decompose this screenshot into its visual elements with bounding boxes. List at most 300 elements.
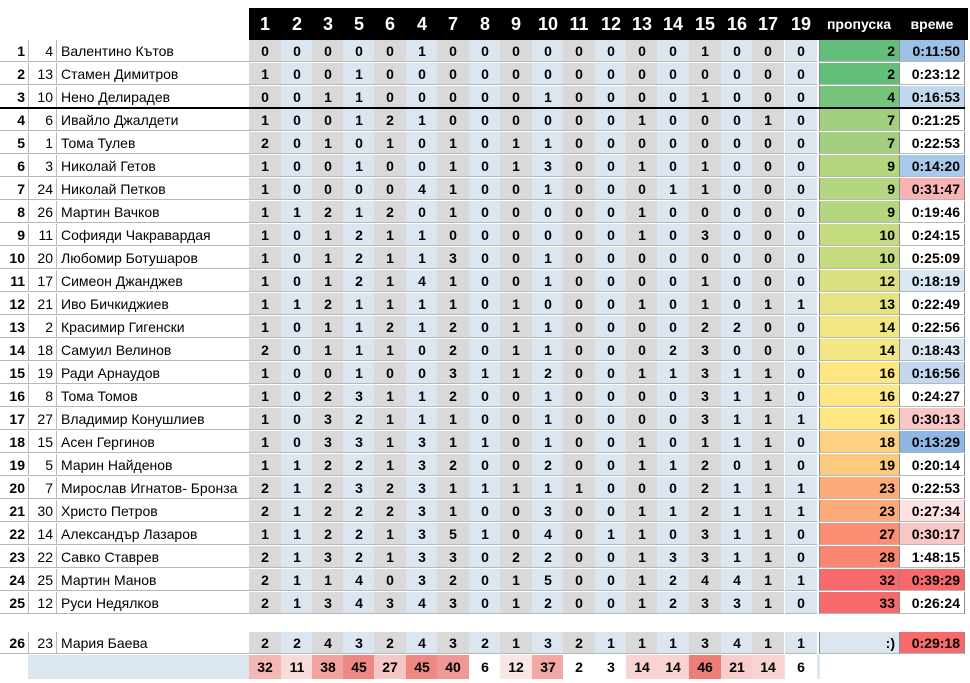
rank-cell: 7 [0, 178, 28, 200]
competitor-number: 4 [28, 40, 56, 62]
table-row [0, 385, 970, 408]
score-cell: 1 [374, 385, 406, 407]
score-cell: 0 [500, 247, 532, 269]
competitor-number: 13 [28, 63, 56, 85]
score-cell: 2 [374, 632, 406, 654]
score-cell: 3 [406, 477, 438, 499]
score-cell: 0 [657, 155, 689, 177]
score-cell: 1 [281, 569, 313, 591]
score-cell: 0 [595, 339, 627, 361]
score-cell: 0 [374, 86, 406, 108]
score-cell: 1 [721, 362, 753, 384]
score-cell: 1 [689, 270, 721, 292]
score-cell: 4 [406, 632, 438, 654]
score-cell: 0 [689, 201, 721, 223]
score-cell: 0 [406, 132, 438, 154]
score-cell: 1 [500, 362, 532, 384]
rank-cell: 18 [0, 431, 28, 453]
score-cell: 1 [249, 523, 281, 545]
table-row [0, 224, 970, 247]
time-cell: 0:22:49 [899, 293, 965, 315]
score-cell: 1 [752, 500, 784, 522]
score-cell: 1 [626, 201, 658, 223]
score-cell: 0 [500, 431, 532, 453]
score-cell: 0 [500, 178, 532, 200]
score-cell: 0 [563, 500, 595, 522]
score-cell: 1 [312, 86, 344, 108]
score-cell: 0 [563, 454, 595, 476]
score-cell: 5 [532, 569, 564, 591]
score-cell: 1 [532, 132, 564, 154]
score-cell: 1 [595, 632, 627, 654]
total-cell: 3 [595, 655, 627, 679]
score-cell: 1 [374, 431, 406, 453]
rank-cell: 22 [0, 523, 28, 545]
score-cell: 0 [721, 339, 753, 361]
totals-row [0, 655, 970, 679]
score-cell: 1 [752, 362, 784, 384]
score-cell: 0 [249, 40, 281, 62]
score-cell: 1 [500, 316, 532, 338]
score-cell: 0 [500, 224, 532, 246]
score-cell: 1 [752, 454, 784, 476]
score-cell: 1 [500, 293, 532, 315]
score-cell: 1 [343, 86, 375, 108]
score-cell: 1 [563, 477, 595, 499]
score-cell: 0 [281, 178, 313, 200]
table-row [0, 293, 970, 316]
competitor-name: Самуил Велинов [56, 339, 249, 361]
column-header-cell: 9 [510, 14, 521, 34]
score-cell: 0 [595, 86, 627, 108]
misses-cell: 16 [819, 385, 899, 407]
score-cell: 0 [595, 270, 627, 292]
score-cell: 0 [785, 270, 817, 292]
score-cell: 0 [626, 477, 658, 499]
score-cell: 1 [249, 454, 281, 476]
score-cell: 3 [689, 632, 721, 654]
score-cell: 2 [657, 592, 689, 614]
total-cell: 14 [657, 655, 689, 679]
total-cell: 2 [563, 655, 595, 679]
score-cell: 1 [532, 247, 564, 269]
score-cell: 0 [785, 40, 817, 62]
score-cell: 3 [437, 632, 469, 654]
competitor-number: 21 [28, 293, 56, 315]
score-cell: 1 [626, 109, 658, 131]
score-cell: 2 [281, 632, 313, 654]
competitor-number: 12 [28, 592, 56, 614]
competitor-name: Руси Недялков [56, 592, 249, 614]
score-cell: 0 [626, 316, 658, 338]
score-cell: 1 [343, 339, 375, 361]
score-cell: 0 [469, 454, 501, 476]
score-cell: 1 [249, 63, 281, 85]
score-cell: 0 [406, 86, 438, 108]
competitor-number: 6 [28, 109, 56, 131]
competitor-name: Нено Делирадев [56, 86, 249, 108]
score-cell: 0 [312, 155, 344, 177]
score-cell: 1 [785, 293, 817, 315]
time-cell: 1:48:15 [899, 546, 965, 568]
rank-cell: 24 [0, 569, 28, 591]
score-cell: 0 [657, 86, 689, 108]
score-cell: 0 [785, 454, 817, 476]
score-cell: 0 [785, 431, 817, 453]
score-cell: 0 [595, 40, 627, 62]
rank-cell: 5 [0, 132, 28, 154]
score-cell: 1 [626, 362, 658, 384]
score-cell: 1 [785, 500, 817, 522]
table-row [0, 546, 970, 569]
score-cell: 0 [532, 63, 564, 85]
misses-cell: 32 [819, 569, 899, 591]
score-cell: 1 [500, 569, 532, 591]
score-cell: 2 [689, 454, 721, 476]
score-cell: 1 [532, 385, 564, 407]
score-cell: 1 [437, 201, 469, 223]
column-header-cell: 2 [291, 14, 302, 34]
score-cell: 1 [437, 477, 469, 499]
score-cell: 1 [312, 339, 344, 361]
score-cell: 1 [406, 385, 438, 407]
score-cell: 2 [249, 132, 281, 154]
score-cell: 0 [595, 592, 627, 614]
time-cell: 0:20:14 [899, 454, 965, 476]
competitor-name: Мирослав Игнатов- Бронза [56, 477, 249, 499]
score-cell: 0 [500, 86, 532, 108]
score-cell: 3 [689, 546, 721, 568]
score-cell: 0 [626, 270, 658, 292]
score-cell: 0 [563, 270, 595, 292]
score-cell: 1 [532, 477, 564, 499]
score-cell: 0 [785, 155, 817, 177]
score-cell: 0 [469, 247, 501, 269]
table-row [0, 178, 970, 201]
score-cell: 1 [437, 293, 469, 315]
misses-cell: 9 [819, 201, 899, 223]
score-cell: 0 [785, 385, 817, 407]
score-cell: 2 [249, 569, 281, 591]
score-cell: 4 [721, 632, 753, 654]
table-row [0, 40, 970, 63]
score-cell: 3 [721, 592, 753, 614]
score-cell: 0 [626, 40, 658, 62]
competitor-name: Любомир Ботушаров [56, 247, 249, 269]
time-cell: 0:19:46 [899, 201, 965, 223]
competitor-name: Николай Гетов [56, 155, 249, 177]
score-cell: 3 [406, 454, 438, 476]
score-cell: 1 [785, 408, 817, 430]
rank-cell: 25 [0, 592, 28, 614]
total-cell: 6 [785, 655, 817, 679]
table-row [0, 408, 970, 431]
time-header: време [910, 16, 954, 32]
score-cell: 2 [249, 632, 281, 654]
score-cell: 0 [312, 109, 344, 131]
score-cell: 0 [281, 270, 313, 292]
column-header-cell: 4 [416, 14, 427, 34]
score-cell: 1 [532, 178, 564, 200]
score-cell: 1 [469, 523, 501, 545]
score-cell: 2 [437, 339, 469, 361]
score-cell: 2 [500, 546, 532, 568]
score-cell: 2 [312, 454, 344, 476]
score-cell: 2 [343, 523, 375, 545]
score-cell: 1 [500, 339, 532, 361]
score-cell: 1 [469, 477, 501, 499]
score-cell: 0 [437, 40, 469, 62]
score-cell: 0 [785, 339, 817, 361]
score-cell: 1 [469, 431, 501, 453]
score-cell: 0 [626, 408, 658, 430]
rank-cell: 21 [0, 500, 28, 522]
score-cell: 1 [312, 316, 344, 338]
score-cell: 0 [785, 362, 817, 384]
score-cell: 2 [312, 523, 344, 545]
column-header-cell: 17 [757, 14, 779, 34]
misses-cell: 19 [819, 454, 899, 476]
score-cell: 0 [689, 247, 721, 269]
score-cell: 1 [752, 385, 784, 407]
misses-cell: 2 [819, 40, 899, 62]
score-cell: 0 [281, 40, 313, 62]
score-cell: 0 [281, 316, 313, 338]
score-cell: 0 [437, 224, 469, 246]
table-row [0, 454, 970, 477]
competitor-number: 26 [28, 201, 56, 223]
score-cell: 0 [721, 109, 753, 131]
competitor-number: 22 [28, 546, 56, 568]
score-cell: 0 [595, 293, 627, 315]
score-cell: 2 [343, 247, 375, 269]
score-cell: 1 [626, 454, 658, 476]
competitor-number: 18 [28, 339, 56, 361]
score-cell: 1 [689, 155, 721, 177]
score-cell: 3 [406, 546, 438, 568]
time-cell: 0:22:53 [899, 477, 965, 499]
rank-cell: 1 [0, 40, 28, 62]
score-cell: 0 [406, 63, 438, 85]
time-cell: 0:24:27 [899, 385, 965, 407]
score-cell: 3 [406, 569, 438, 591]
score-cell: 0 [785, 109, 817, 131]
column-header-cell: 6 [384, 14, 395, 34]
competitor-number: 3 [28, 155, 56, 177]
score-cell: 1 [532, 408, 564, 430]
table-row [0, 63, 970, 86]
time-cell: 0:39:29 [899, 569, 965, 591]
misses-cell: 23 [819, 477, 899, 499]
score-cell: 1 [374, 546, 406, 568]
score-cell: 0 [721, 270, 753, 292]
score-cell: 0 [500, 201, 532, 223]
score-cell: 1 [281, 477, 313, 499]
score-cell: 0 [500, 109, 532, 131]
score-cell: 1 [281, 592, 313, 614]
score-cell: 0 [785, 86, 817, 108]
score-cell: 0 [563, 592, 595, 614]
score-cell: 0 [595, 201, 627, 223]
score-cell: 0 [281, 155, 313, 177]
score-cell: 1 [249, 155, 281, 177]
score-cell: 1 [721, 477, 753, 499]
score-cell: 0 [469, 316, 501, 338]
misses-cell: 7 [819, 132, 899, 154]
score-cell: 0 [281, 339, 313, 361]
misses-cell: 28 [819, 546, 899, 568]
score-cell: 0 [595, 569, 627, 591]
competitor-number: 11 [28, 224, 56, 246]
score-cell: 3 [532, 155, 564, 177]
score-cell: 0 [312, 40, 344, 62]
competitor-number: 15 [28, 431, 56, 453]
score-cell: 0 [721, 293, 753, 315]
score-cell: 1 [343, 109, 375, 131]
score-cell: 0 [563, 132, 595, 154]
time-cell: 0:18:43 [899, 339, 965, 361]
score-cell: 1 [374, 270, 406, 292]
rank-cell: 6 [0, 155, 28, 177]
score-cell: 0 [532, 109, 564, 131]
misses-cell: 18 [819, 431, 899, 453]
score-cell: 1 [374, 339, 406, 361]
score-cell: 1 [626, 155, 658, 177]
total-cell: 14 [752, 655, 784, 679]
total-cell: 14 [626, 655, 658, 679]
score-cell: 2 [532, 592, 564, 614]
score-cell: 0 [657, 109, 689, 131]
score-cell: 0 [563, 40, 595, 62]
score-cell: 1 [752, 293, 784, 315]
score-cell: 2 [343, 270, 375, 292]
score-cell: 2 [249, 592, 281, 614]
score-cell: 0 [469, 546, 501, 568]
score-cell: 1 [689, 178, 721, 200]
score-cell: 1 [752, 592, 784, 614]
score-cell: 0 [469, 293, 501, 315]
score-cell: 1 [374, 293, 406, 315]
score-cell: 0 [469, 224, 501, 246]
score-cell: 1 [312, 132, 344, 154]
competitor-name: Мартин Вачков [56, 201, 249, 223]
score-cell: 1 [752, 431, 784, 453]
score-cell: 0 [469, 178, 501, 200]
score-cell: 0 [281, 408, 313, 430]
competitor-name: Мартин Манов [56, 569, 249, 591]
misses-cell: 7 [819, 109, 899, 131]
score-cell: 1 [437, 155, 469, 177]
score-cell: 4 [343, 592, 375, 614]
score-cell: 0 [626, 63, 658, 85]
score-cell: 3 [312, 546, 344, 568]
competitor-number: 8 [28, 385, 56, 407]
score-cell: 0 [626, 339, 658, 361]
score-cell: 2 [312, 500, 344, 522]
score-cell: 1 [469, 362, 501, 384]
score-cell: 0 [469, 63, 501, 85]
column-header-cell: 15 [694, 14, 716, 34]
table-row [0, 632, 970, 655]
total-cell: 45 [406, 655, 438, 679]
score-cell: 4 [343, 569, 375, 591]
score-cell: 1 [406, 316, 438, 338]
score-cell: 0 [657, 293, 689, 315]
score-cell: 0 [721, 178, 753, 200]
score-cell: 1 [374, 408, 406, 430]
score-cell: 0 [595, 408, 627, 430]
score-cell: 0 [469, 270, 501, 292]
score-cell: 2 [312, 293, 344, 315]
score-cell: 1 [406, 293, 438, 315]
total-cell: 46 [689, 655, 721, 679]
score-cell: 0 [657, 316, 689, 338]
time-cell: 0:21:25 [899, 109, 965, 131]
table-row [0, 201, 970, 224]
score-cell: 1 [721, 523, 753, 545]
score-cell: 1 [312, 247, 344, 269]
score-cell: 1 [406, 408, 438, 430]
score-cell: 2 [343, 500, 375, 522]
competitor-name: Александър Лазаров [56, 523, 249, 545]
score-cell: 2 [374, 201, 406, 223]
score-cell: 0 [563, 63, 595, 85]
rank-cell: 20 [0, 477, 28, 499]
score-cell: 2 [657, 569, 689, 591]
misses-cell: 16 [819, 408, 899, 430]
score-cell: 0 [406, 339, 438, 361]
misses-cell: 27 [819, 523, 899, 545]
rank-cell: 23 [0, 546, 28, 568]
score-cell: 0 [532, 201, 564, 223]
score-cell: 0 [563, 178, 595, 200]
score-cell: 0 [406, 201, 438, 223]
score-cell: 3 [532, 632, 564, 654]
score-cell: 2 [437, 454, 469, 476]
score-cell: 0 [752, 178, 784, 200]
score-cell: 0 [689, 109, 721, 131]
score-cell: 2 [249, 477, 281, 499]
score-cell: 1 [406, 109, 438, 131]
score-cell: 5 [437, 523, 469, 545]
score-cell: 1 [752, 477, 784, 499]
score-cell: 0 [563, 569, 595, 591]
score-cell: 0 [281, 431, 313, 453]
score-cell: 3 [406, 523, 438, 545]
score-cell: 1 [374, 454, 406, 476]
score-cell: 1 [312, 569, 344, 591]
score-cell: 0 [281, 362, 313, 384]
score-cell: 0 [595, 477, 627, 499]
score-cell: 0 [563, 293, 595, 315]
score-cell: 0 [595, 178, 627, 200]
score-cell: 0 [469, 201, 501, 223]
score-cell: 0 [563, 385, 595, 407]
rank-cell: 16 [0, 385, 28, 407]
competitor-name: Асен Гергинов [56, 431, 249, 453]
misses-cell: 14 [819, 316, 899, 338]
misses-cell: 14 [819, 339, 899, 361]
time-cell: 0:30:13 [899, 408, 965, 430]
score-cell: 1 [657, 178, 689, 200]
competitor-number: 27 [28, 408, 56, 430]
score-cell: 1 [406, 247, 438, 269]
time-cell: 0:23:12 [899, 63, 965, 85]
column-header-cell: 3 [322, 14, 333, 34]
score-cell: 0 [281, 385, 313, 407]
score-cell: 0 [374, 178, 406, 200]
score-cell: 4 [406, 592, 438, 614]
